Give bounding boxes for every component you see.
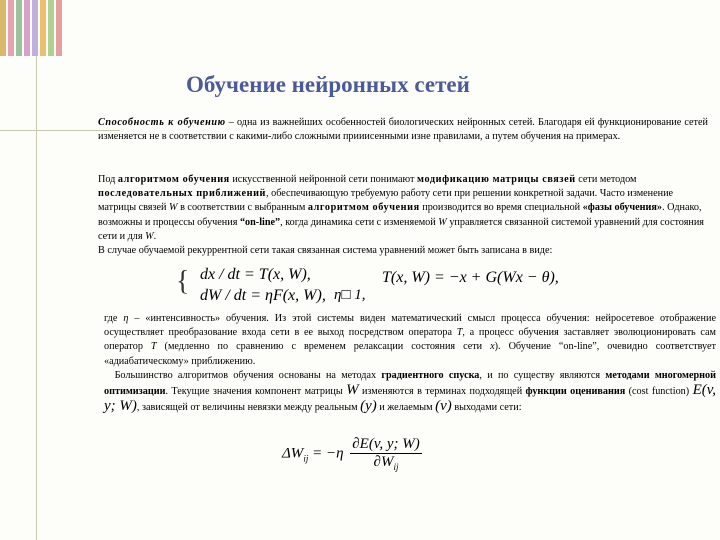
p3-eta: η	[123, 313, 129, 324]
decorative-stripe	[24, 0, 30, 56]
equation-eta-condition: η□ 1,	[334, 287, 366, 303]
p2-bold-1: алгоритмом обучения	[117, 174, 230, 185]
p2-bold-3: последовательных приближений	[98, 188, 267, 200]
update-lhs: ΔW	[282, 445, 304, 462]
p2-text-6: производится во время специальной	[419, 202, 583, 214]
decorative-stripe	[48, 0, 54, 56]
update-den-sub: ij	[393, 462, 399, 472]
p3-text-6: Большинство алгоритмов обучения основаны на методах	[114, 369, 382, 381]
update-lhs-sub: ij	[303, 453, 309, 464]
p2-bold-5: «фазы обучения»	[582, 202, 663, 214]
p3-var-x: x	[490, 341, 495, 353]
equation-dx-dt: dx / dt = T(x, W),	[200, 266, 311, 283]
equation-t-operator: T(x, W) = −x + G(Wx − θ),	[382, 269, 559, 286]
p3-var-y: (y)	[360, 398, 377, 415]
system-brace: {	[176, 266, 190, 297]
page-title: Обучение нейронных сетей	[186, 72, 470, 97]
p2-text-2: искусственной нейронной сети понимают	[229, 174, 418, 185]
p3-text-11: , зависящей от величины невязки между реальным	[136, 402, 361, 414]
p2-text-7: . Однако, возможны и процессы обучения	[98, 202, 702, 228]
p3-text-2: – «интенсивность» обучения. Из этой системы виден математический смысл процесса обучения: нейросетевое отображение осуществляет преобразование входа сети в ее выход посредством оператора	[104, 313, 716, 339]
p3-text-3: , а процесс обучения заставляет эволюционировать сам оператор	[104, 327, 716, 353]
paragraph-learning-algorithm	[98, 173, 708, 258]
decorative-stripe	[8, 0, 14, 56]
p3-var-v: (v)	[435, 398, 452, 415]
p3-text-9: изменяются в терминах подходящей	[358, 386, 526, 398]
term-learning-ability: Способность к обучению	[98, 117, 226, 128]
p2-bold-6: “on-line”	[239, 216, 281, 228]
p2-text-5: в соответствии с выбранным	[177, 202, 308, 214]
decorative-stripe	[40, 0, 46, 56]
p3-bold-cost: функции оценивания	[525, 386, 626, 398]
p2-text-4: , обеспечивающую требуемую работу сети при решении конкретной задачи. Часто изменение матрицы связей	[98, 188, 674, 214]
p2-var-w-1: W	[169, 202, 178, 214]
p2-text-3: сети методом	[575, 174, 637, 185]
decorative-stripe	[32, 0, 38, 56]
p2-text-10: .	[153, 230, 157, 242]
p2-var-w-3: W	[145, 230, 154, 242]
decorative-stripes	[0, 0, 70, 56]
vertical-rule	[36, 56, 37, 540]
p3-text-12: и желаемым	[376, 402, 436, 414]
paragraph-learning-ability	[98, 116, 708, 144]
p3-text-1: где	[104, 313, 124, 324]
p2-bold-4: алгоритмом обучения	[307, 202, 420, 214]
p3-var-t-2: T	[150, 341, 157, 353]
update-denominator: ∂W	[373, 454, 394, 470]
update-rule-equation	[282, 436, 422, 472]
p2-var-w-2: W	[438, 216, 447, 228]
p3-text-13: выходами сети:	[451, 402, 522, 414]
p3-text-10: (cost function)	[625, 386, 693, 398]
p2-text-8: , когда динамика сети с изменяемой	[280, 216, 439, 228]
p2-text-1: Под	[98, 174, 118, 185]
update-fraction	[350, 436, 422, 472]
p3-var-w: W	[346, 382, 359, 399]
p3-text-4: (медленно по сравнению с временем релаксации состояния сети	[156, 341, 491, 353]
p3-var-t-1: T	[456, 327, 463, 339]
p3-text-8: . Текущие значения компонент матрицы	[165, 386, 347, 398]
decorative-stripe	[16, 0, 22, 56]
p2-text-9: управляется связанной системой уравнений для состояния сети и для	[98, 216, 704, 242]
p1-text: – одна из важнейших особенностей биологических нейронных сетей. Благодаря ей функционирование сетей изменяется не в соответствии с какими-либо сложными прииисенными изне правилами, а путем обучения на примерах.	[98, 117, 708, 143]
p2-bold-2: модификацию матрицы связей	[417, 174, 576, 185]
paragraph-learning-explanation	[104, 312, 716, 415]
update-numerator: ∂E(v, y; W)	[352, 436, 420, 452]
decorative-stripe	[56, 0, 62, 56]
equation-dw-dt: dW / dt = ηF(x, W),	[200, 287, 326, 304]
p3-cost-function: E(v, y; W)	[104, 382, 717, 415]
p3-text-7: , и по существу являются	[479, 369, 606, 381]
p3-bold-optimization: методами многомерной оптимизации	[104, 369, 716, 398]
p3-text-5: ). Обучение “on-line”, очевидно соответствует «адиабатическому» приближению.	[104, 341, 716, 367]
decorative-stripe	[0, 0, 6, 56]
update-eq: = −η	[308, 445, 344, 462]
p2-line-2: В случае обучаемой рекуррентной сети такая связанная система уравнений может быть записана в виде:	[98, 245, 553, 257]
p3-bold-gradient: градиентного спуска	[381, 369, 480, 381]
